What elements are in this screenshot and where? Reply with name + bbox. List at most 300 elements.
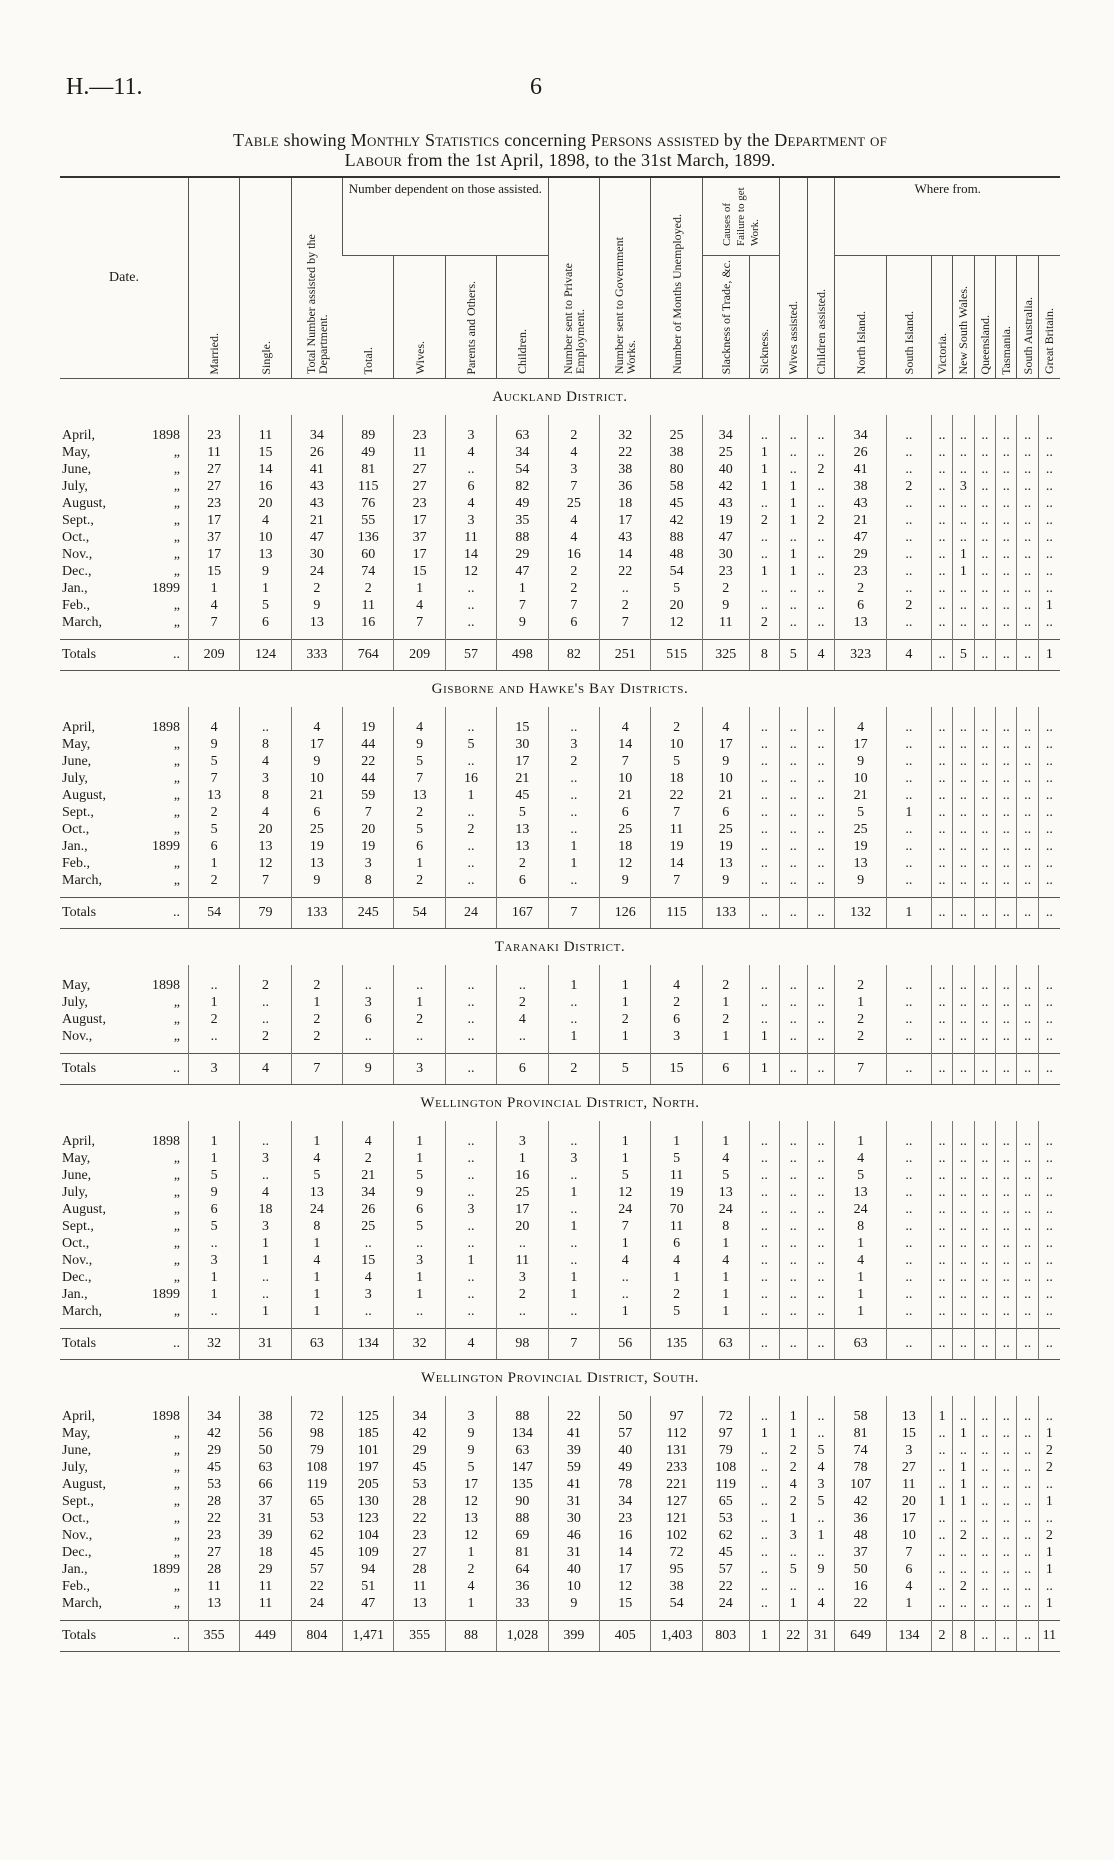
value-cell: 5	[807, 1442, 835, 1459]
value-cell: ..	[886, 563, 931, 580]
value-cell: 14	[240, 461, 291, 478]
date-cell	[60, 563, 188, 580]
value-cell: 89	[343, 427, 394, 444]
value-cell: 42	[835, 1493, 886, 1510]
total-cell: 54	[394, 898, 445, 929]
date-cell	[60, 512, 188, 529]
value-cell: ..	[548, 994, 599, 1011]
value-cell: 1	[1038, 1561, 1060, 1578]
value-cell: ..	[779, 770, 807, 787]
date-cell	[60, 580, 188, 597]
value-cell: 28	[394, 1493, 445, 1510]
month: Jan.,	[62, 839, 88, 855]
value-cell: 1	[497, 580, 548, 597]
value-cell: ..	[1017, 1459, 1038, 1476]
value-cell: ..	[497, 1235, 548, 1252]
date-cell	[60, 1544, 188, 1561]
value-cell: ..	[1017, 495, 1038, 512]
total-cell: ..	[445, 1054, 496, 1085]
value-cell: ..	[548, 1303, 599, 1320]
value-cell: ..	[445, 461, 496, 478]
value-cell: 8	[835, 1218, 886, 1235]
value-cell: ..	[886, 427, 931, 444]
value-cell: 63	[240, 1459, 291, 1476]
value-cell: 29	[394, 1442, 445, 1459]
month: July,	[62, 1185, 88, 1201]
value-cell: ..	[931, 977, 952, 994]
value-cell: ..	[1038, 821, 1060, 838]
value-cell: ..	[886, 461, 931, 478]
value-cell: ..	[931, 529, 952, 546]
value-cell: 197	[343, 1459, 394, 1476]
value-cell: 9	[445, 1425, 496, 1442]
value-cell: 79	[291, 1442, 342, 1459]
value-cell: 19	[651, 1184, 702, 1201]
col-north-island: North Island.	[835, 256, 886, 379]
table-row	[60, 1476, 1060, 1493]
month: June,	[62, 1443, 92, 1459]
table-row	[60, 1442, 1060, 1459]
total-cell: ..	[1038, 1329, 1060, 1360]
value-cell: 6	[188, 838, 239, 855]
value-cell: 5	[651, 1150, 702, 1167]
value-cell: 57	[702, 1561, 749, 1578]
total-cell: 54	[188, 898, 239, 929]
value-cell: 17	[188, 546, 239, 563]
value-cell: 23	[394, 427, 445, 444]
value-cell: ..	[974, 1425, 995, 1442]
month: April,	[62, 1409, 96, 1425]
value-cell: 1	[394, 580, 445, 597]
value-cell: 79	[702, 1442, 749, 1459]
value-cell: 54	[651, 563, 702, 580]
total-cell: 22	[779, 1621, 807, 1652]
value-cell: 1	[291, 1269, 342, 1286]
value-cell: 22	[548, 1408, 599, 1425]
value-cell: 25	[343, 1218, 394, 1235]
value-cell: ..	[343, 1235, 394, 1252]
value-cell: 7	[651, 872, 702, 889]
year: „	[173, 1528, 180, 1544]
value-cell: ..	[1038, 1150, 1060, 1167]
value-cell: ..	[974, 478, 995, 495]
year: 1898	[151, 1409, 180, 1425]
value-cell: ..	[996, 1493, 1017, 1510]
value-cell: 53	[291, 1510, 342, 1527]
col-south-island: South Island.	[886, 256, 931, 379]
value-cell: 43	[291, 478, 342, 495]
value-cell: 1	[779, 1408, 807, 1425]
value-cell: ..	[974, 512, 995, 529]
value-cell: ..	[953, 529, 974, 546]
value-cell: ..	[886, 736, 931, 753]
value-cell: 4	[835, 1252, 886, 1269]
value-cell: ..	[974, 1133, 995, 1150]
value-cell: ..	[953, 994, 974, 1011]
table-row	[60, 821, 1060, 838]
value-cell: ..	[1017, 770, 1038, 787]
value-cell: ..	[931, 1527, 952, 1544]
value-cell: 9	[807, 1561, 835, 1578]
value-cell: 17	[445, 1476, 496, 1493]
value-cell: 3	[445, 427, 496, 444]
value-cell: ..	[931, 855, 952, 872]
value-cell: ..	[1038, 736, 1060, 753]
value-cell: ..	[343, 1028, 394, 1045]
value-cell: 8	[702, 1218, 749, 1235]
value-cell: 10	[651, 736, 702, 753]
value-cell: ..	[974, 444, 995, 461]
value-cell: 4	[835, 1150, 886, 1167]
table-row	[60, 580, 1060, 597]
month: August,	[62, 1477, 106, 1493]
value-cell: ..	[1038, 1476, 1060, 1493]
value-cell: ..	[1017, 1476, 1038, 1493]
value-cell: 13	[497, 838, 548, 855]
value-cell: 1	[749, 1028, 779, 1045]
month: Nov.,	[62, 547, 93, 563]
total-cell: 134	[343, 1329, 394, 1360]
value-cell: ..	[445, 855, 496, 872]
value-cell: 1	[835, 1235, 886, 1252]
value-cell: ..	[779, 1167, 807, 1184]
value-cell: ..	[931, 804, 952, 821]
value-cell: ..	[548, 1235, 599, 1252]
value-cell: 1	[445, 1252, 496, 1269]
total-cell: 88	[445, 1621, 496, 1652]
value-cell: 22	[188, 1510, 239, 1527]
value-cell: ..	[749, 495, 779, 512]
value-cell: ..	[953, 1510, 974, 1527]
value-cell: 22	[702, 1578, 749, 1595]
value-cell: 22	[343, 753, 394, 770]
value-cell: ..	[1017, 872, 1038, 889]
total-cell: 5	[600, 1054, 651, 1085]
value-cell: ..	[974, 597, 995, 614]
value-cell: 98	[291, 1425, 342, 1442]
total-cell: 1,403	[651, 1621, 702, 1652]
value-cell: ..	[240, 1286, 291, 1303]
date-cell	[60, 444, 188, 461]
value-cell: 4	[835, 719, 886, 736]
table-row	[60, 977, 1060, 994]
value-cell: 5	[702, 1167, 749, 1184]
value-cell: ..	[996, 427, 1017, 444]
value-cell: ..	[548, 1011, 599, 1028]
value-cell: ..	[394, 1303, 445, 1320]
total-cell: 11	[1038, 1621, 1060, 1652]
value-cell: 107	[835, 1476, 886, 1493]
date-cell	[60, 1459, 188, 1476]
value-cell: 3	[343, 994, 394, 1011]
value-cell: 50	[240, 1442, 291, 1459]
value-cell: 2	[188, 804, 239, 821]
value-cell: ..	[931, 1133, 952, 1150]
total-cell: ..	[996, 1329, 1017, 1360]
table-row	[60, 512, 1060, 529]
value-cell: ..	[1017, 444, 1038, 461]
total-cell: 5	[953, 640, 974, 671]
value-cell: 34	[343, 1184, 394, 1201]
value-cell: ..	[807, 1510, 835, 1527]
value-cell: ..	[996, 461, 1017, 478]
value-cell: ..	[974, 1578, 995, 1595]
table-row	[60, 563, 1060, 580]
value-cell: 1	[886, 804, 931, 821]
value-cell: 42	[702, 478, 749, 495]
date-cell	[60, 1150, 188, 1167]
value-cell: ..	[749, 1167, 779, 1184]
value-cell: ..	[600, 580, 651, 597]
value-cell: ..	[1038, 994, 1060, 1011]
total-cell: 4	[886, 640, 931, 671]
table-row	[60, 478, 1060, 495]
value-cell: 38	[240, 1408, 291, 1425]
table-row	[60, 1561, 1060, 1578]
value-cell: 108	[291, 1459, 342, 1476]
value-cell: ..	[807, 1167, 835, 1184]
value-cell: 2	[394, 804, 445, 821]
value-cell: 57	[291, 1561, 342, 1578]
date-cell	[60, 1303, 188, 1320]
value-cell: 49	[343, 444, 394, 461]
value-cell: ..	[548, 1167, 599, 1184]
value-cell: 1	[548, 1286, 599, 1303]
value-cell: 3	[886, 1442, 931, 1459]
date-cell	[60, 1493, 188, 1510]
value-cell: ..	[886, 1303, 931, 1320]
value-cell: 2	[779, 1459, 807, 1476]
value-cell: 2	[807, 461, 835, 478]
value-cell: ..	[1038, 977, 1060, 994]
value-cell: 17	[600, 1561, 651, 1578]
value-cell: ..	[931, 1252, 952, 1269]
value-cell: 19	[651, 838, 702, 855]
value-cell: ..	[996, 821, 1017, 838]
value-cell: 7	[886, 1544, 931, 1561]
month: May,	[62, 737, 91, 753]
value-cell: ..	[1017, 1493, 1038, 1510]
value-cell: 9	[835, 753, 886, 770]
value-cell: 18	[600, 495, 651, 512]
value-cell: 10	[548, 1578, 599, 1595]
value-cell: ..	[749, 977, 779, 994]
title-text-3: by the	[719, 130, 775, 150]
value-cell: ..	[974, 495, 995, 512]
value-cell: 3	[497, 1133, 548, 1150]
value-cell: 4	[886, 1578, 931, 1595]
value-cell: 1	[702, 1269, 749, 1286]
year: „	[173, 856, 180, 872]
table-title	[60, 130, 1060, 170]
value-cell: 1	[1038, 1493, 1060, 1510]
value-cell: 2	[240, 1028, 291, 1045]
value-cell: ..	[996, 1578, 1017, 1595]
value-cell: ..	[1038, 427, 1060, 444]
value-cell: 7	[240, 872, 291, 889]
value-cell: 36	[835, 1510, 886, 1527]
value-cell: 37	[394, 529, 445, 546]
table-head	[60, 177, 1060, 379]
value-cell: ..	[1017, 1167, 1038, 1184]
value-cell: ..	[931, 1286, 952, 1303]
value-cell: 1	[445, 1595, 496, 1612]
value-cell: 16	[600, 1527, 651, 1544]
value-cell: 15	[188, 563, 239, 580]
table-row	[60, 427, 1060, 444]
value-cell: 1	[394, 855, 445, 872]
value-cell: ..	[1017, 719, 1038, 736]
value-cell: 1	[600, 1133, 651, 1150]
value-cell: 131	[651, 1442, 702, 1459]
value-cell: ..	[779, 597, 807, 614]
value-cell: 3	[445, 1201, 496, 1218]
value-cell: 41	[291, 461, 342, 478]
value-cell: ..	[749, 1527, 779, 1544]
value-cell: 2	[600, 1011, 651, 1028]
value-cell: ..	[807, 753, 835, 770]
date-cell	[60, 1561, 188, 1578]
value-cell: 1	[1038, 1595, 1060, 1612]
value-cell: 13	[240, 546, 291, 563]
value-cell: ..	[807, 597, 835, 614]
value-cell: ..	[779, 1269, 807, 1286]
value-cell: 2	[343, 1150, 394, 1167]
value-cell: 13	[702, 855, 749, 872]
year: 1899	[151, 839, 180, 855]
total-cell: 124	[240, 640, 291, 671]
value-cell: 16	[240, 478, 291, 495]
value-cell: ..	[996, 1252, 1017, 1269]
total-cell: ..	[1038, 898, 1060, 929]
value-cell: ..	[779, 1252, 807, 1269]
value-cell: 28	[188, 1561, 239, 1578]
value-cell: ..	[931, 597, 952, 614]
value-cell: 4	[291, 1150, 342, 1167]
value-cell: 11	[886, 1476, 931, 1493]
value-cell: ..	[1017, 580, 1038, 597]
value-cell: ..	[996, 1235, 1017, 1252]
value-cell: ..	[1017, 1578, 1038, 1595]
table-row	[60, 1493, 1060, 1510]
value-cell: ..	[886, 855, 931, 872]
totals-row	[60, 1621, 1060, 1652]
value-cell: 1	[931, 1408, 952, 1425]
value-cell: ..	[807, 855, 835, 872]
value-cell: ..	[996, 753, 1017, 770]
year: „	[173, 1443, 180, 1459]
value-cell: 22	[600, 563, 651, 580]
value-cell: 15	[600, 1595, 651, 1612]
value-cell: ..	[931, 512, 952, 529]
value-cell: ..	[1017, 1028, 1038, 1045]
value-cell: ..	[996, 1167, 1017, 1184]
value-cell: ..	[779, 838, 807, 855]
value-cell: ..	[931, 1561, 952, 1578]
value-cell: 10	[886, 1527, 931, 1544]
value-cell: ..	[996, 1544, 1017, 1561]
title-word-department: Department of	[774, 130, 887, 150]
value-cell: ..	[996, 478, 1017, 495]
month: June,	[62, 462, 92, 478]
value-cell: 54	[651, 1595, 702, 1612]
value-cell: ..	[807, 580, 835, 597]
value-cell: ..	[807, 736, 835, 753]
total-cell: ..	[1017, 898, 1038, 929]
value-cell: ..	[886, 495, 931, 512]
value-cell: 30	[548, 1510, 599, 1527]
value-cell: 2	[835, 580, 886, 597]
value-cell: ..	[1038, 546, 1060, 563]
value-cell: 1	[600, 1150, 651, 1167]
value-cell: 27	[394, 478, 445, 495]
value-cell: ..	[445, 1184, 496, 1201]
value-cell: ..	[931, 1476, 952, 1493]
value-cell: ..	[749, 770, 779, 787]
total-cell: 355	[188, 1621, 239, 1652]
value-cell: ..	[974, 1269, 995, 1286]
value-cell: 10	[291, 770, 342, 787]
value-cell: ..	[886, 838, 931, 855]
value-cell: ..	[953, 1133, 974, 1150]
value-cell: ..	[240, 719, 291, 736]
table-row	[60, 719, 1060, 736]
value-cell: 3	[779, 1527, 807, 1544]
value-cell: 4	[343, 1269, 394, 1286]
value-cell: 123	[343, 1510, 394, 1527]
value-cell: ..	[996, 563, 1017, 580]
value-cell: 10	[835, 770, 886, 787]
value-cell: 11	[651, 821, 702, 838]
value-cell: 4	[445, 444, 496, 461]
date-cell	[60, 427, 188, 444]
value-cell: ..	[886, 872, 931, 889]
value-cell: ..	[1017, 1133, 1038, 1150]
value-cell: 62	[702, 1527, 749, 1544]
value-cell: 1	[807, 1527, 835, 1544]
value-cell: 112	[651, 1425, 702, 1442]
value-cell: ..	[886, 1167, 931, 1184]
month: Jan.,	[62, 581, 88, 597]
value-cell: 42	[188, 1425, 239, 1442]
year: 1898	[151, 428, 180, 444]
col-group-where-from: Where from.	[835, 177, 1060, 256]
month: July,	[62, 995, 88, 1011]
value-cell: ..	[749, 736, 779, 753]
value-cell: ..	[1038, 444, 1060, 461]
value-cell: 5	[779, 1561, 807, 1578]
value-cell: 3	[548, 736, 599, 753]
value-cell: 22	[291, 1578, 342, 1595]
value-cell: 1	[651, 1133, 702, 1150]
col-married: Married.	[188, 177, 239, 379]
value-cell: 17	[497, 1201, 548, 1218]
date-cell	[60, 821, 188, 838]
value-cell: ..	[807, 1150, 835, 1167]
value-cell: ..	[931, 1303, 952, 1320]
value-cell: ..	[886, 1184, 931, 1201]
total-cell: 132	[835, 898, 886, 929]
value-cell: 17	[394, 512, 445, 529]
value-cell: ..	[548, 821, 599, 838]
value-cell: 2	[394, 872, 445, 889]
value-cell: 50	[835, 1561, 886, 1578]
section-title: Wellington Provincial District, North.	[60, 1085, 1060, 1122]
value-cell: 18	[240, 1201, 291, 1218]
table-row	[60, 597, 1060, 614]
value-cell: ..	[974, 1184, 995, 1201]
year: „	[173, 547, 180, 563]
